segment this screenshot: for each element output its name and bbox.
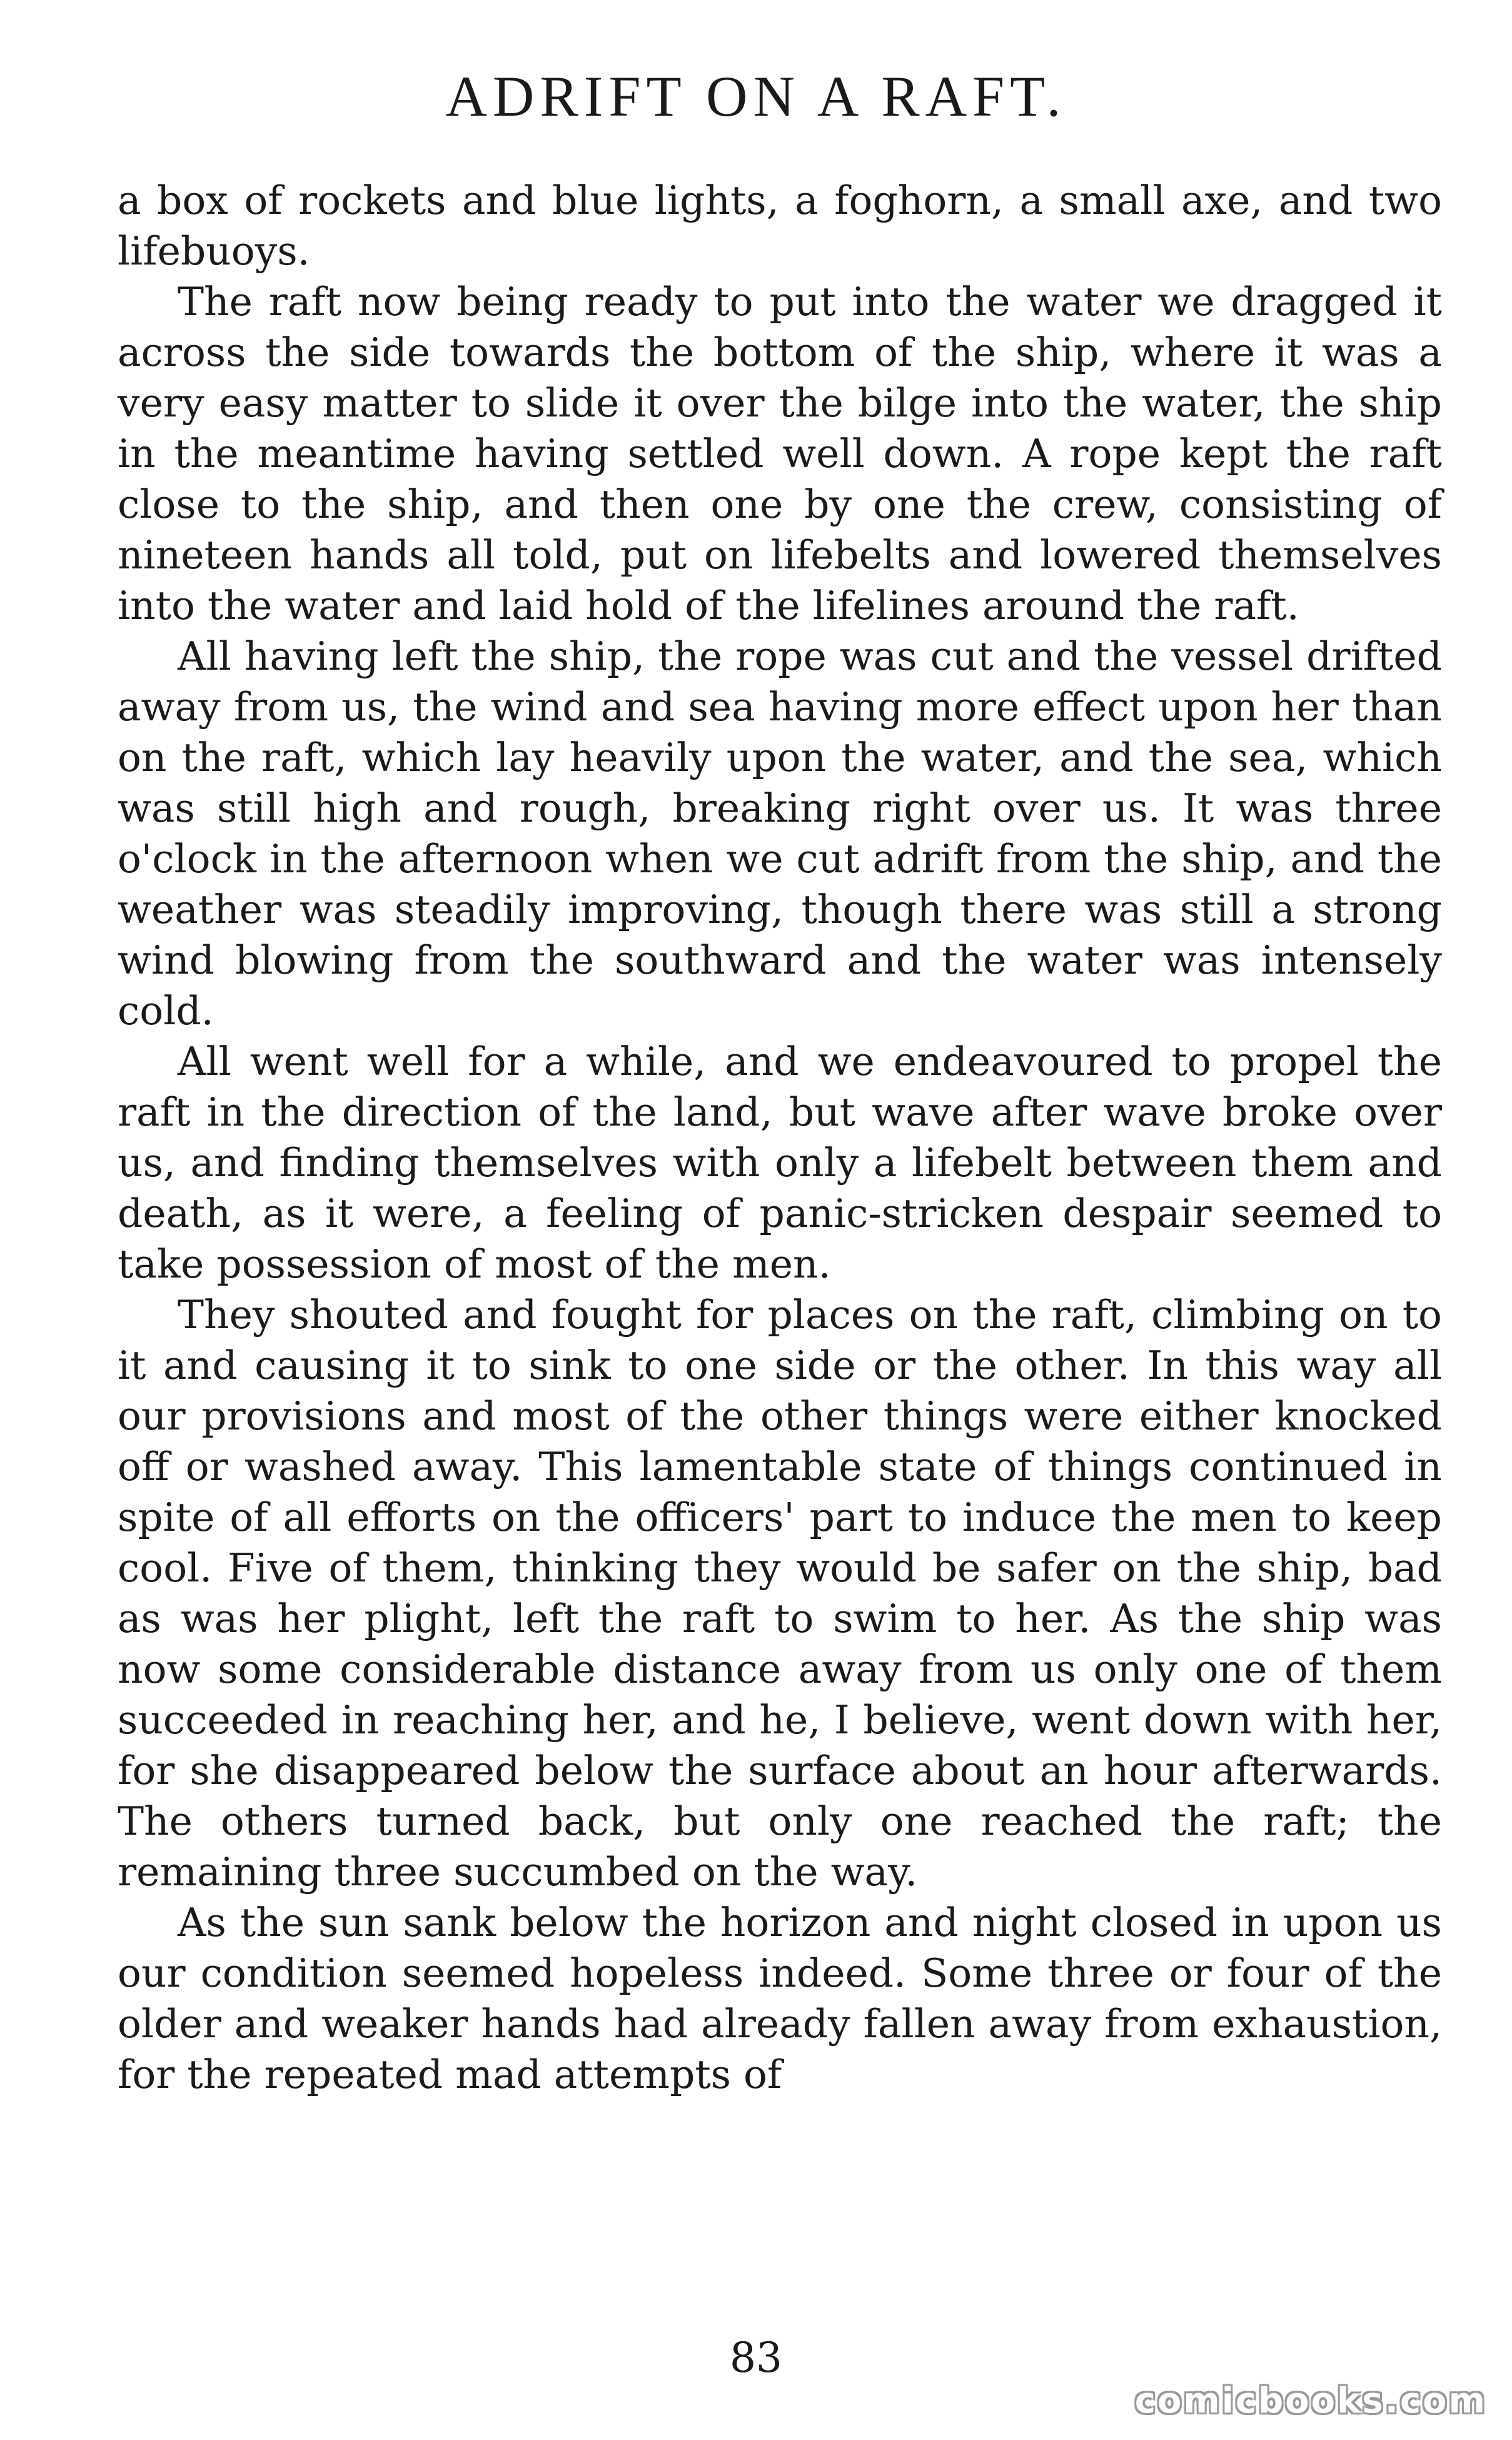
page-title: ADRIFT ON A RAFT. [445, 64, 1067, 128]
paragraph: They shouted and fought for places on the raft, climbing on to it and causing it to sink to one side or the other. In this way all our provisions and most of the other things were either knocked off or washed away. This lamentable state of things continued in spite of all efforts on the officers' part to induce the men to keep cool. Five of them, thinking they would be safer on the ship, bad as was her plight, left the raft to swim to her. As the ship was now some considerable distance away from us only one of them succeeded in reaching her, and he, I believe, went down with her, for she disappeared below the surface about an hour afterwards. The others turned back, but only one reached the raft; the remaining three succumbed on the way. [118, 1292, 1442, 1895]
paragraph: All went well for a while, and we endeavoured to propel the raft in the direction of the land, but wave after wave broke over us, and finding themselves with only a lifebelt between them and death, as it were, a feeling of panic-stricken despair seemed to take possession of most of the men. [118, 1039, 1442, 1287]
paragraph: a box of rockets and blue lights, a foghorn, a small axe, and two lifebuoys. [118, 178, 1442, 274]
paragraph: The raft now being ready to put into the water we dragged it across the side towards the bottom of the ship, where it was a very easy matter to slide it over the bilge into the water, the ship in the meantime having settled well down. A rope kept the raft close to the ship, and then one by one the crew, consisting of nineteen hands all told, put on lifebelts and lowered themselves into the water and laid hold of the lifelines around the raft. [118, 279, 1442, 628]
paragraph: As the sun sank below the horizon and night closed in upon us our condition seemed hopeless indeed. Some three or four of the older and weaker hands had already fallen away from exhaustion, for the repeated mad attempts of [118, 1900, 1442, 2097]
page-number: 83 [730, 2334, 782, 2382]
paragraph: All having left the ship, the rope was cut and the vessel drifted away from us, the wind and sea having more effect upon her than on the raft, which lay heavily upon the water, and the sea, which was still high and rough, breaking right over us. It was three o'clock in the afternoon when we cut adrift from the ship, and the weather was steadily improving, though there was still a strong wind blowing from the southward and the water was intensely cold. [118, 633, 1442, 1034]
watermark: comicbooks.com [1134, 2381, 1487, 2421]
body-text [118, 175, 1442, 2100]
